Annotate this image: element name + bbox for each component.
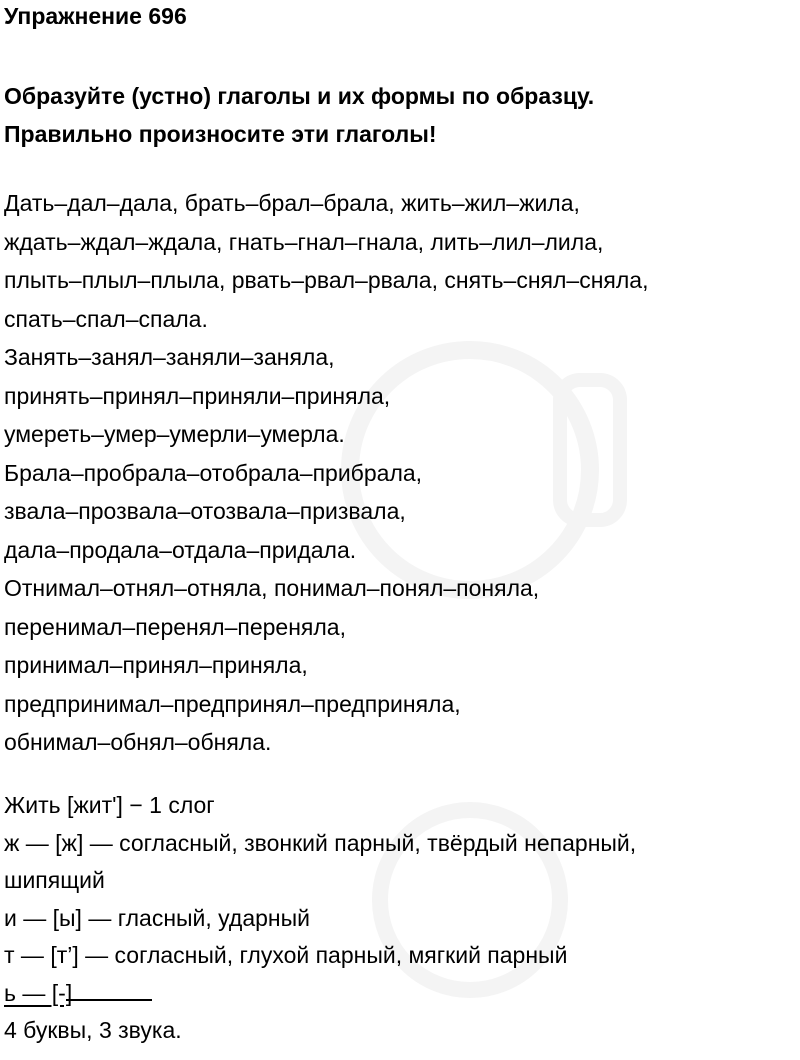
verb-forms-line: умереть–умер–умерли–умерла. (4, 421, 345, 447)
exercise-title: Упражнение 696 (4, 3, 187, 29)
verb-forms-line: обнимал–обнял–обняла. (4, 729, 272, 755)
verb-forms-line: принимал–принял–приняла, (4, 652, 308, 678)
verb-forms-line: спать–спал–спала. (4, 305, 208, 332)
analysis-line: ж — [ж] — согласный, звонкий парный, твёрдый непарный, (4, 829, 637, 856)
analysis-line: Жить [жит'] − 1 слог (4, 792, 215, 818)
soft-sign-line (4, 975, 636, 1013)
phonetic-analysis-block (4, 787, 636, 1050)
summary-line: 4 буквы, 3 звука. (4, 1017, 182, 1043)
verb-forms-line: Занять–занял–заняли–заняла, (4, 344, 335, 370)
verb-forms-line: Дать–дал–дала, брать–брал–брала, жить–жил–жила, (4, 190, 580, 216)
underline-fill (66, 977, 152, 1001)
verb-forms-line: предпринимал–предпринял–предприняла, (4, 690, 461, 717)
verb-forms-line: Брала–пробрала–отобрала–прибрала, (4, 459, 423, 486)
verb-forms-line: Отнимал–отнял–отняла, понимал–понял–поняла, (4, 575, 540, 601)
verb-forms-line: звала–прозвала–отозвала–призвала, (4, 498, 406, 524)
analysis-line: шипящий (4, 867, 105, 893)
soft-sign-text: ь — [-] (4, 979, 73, 1006)
verb-forms-line: перенимал–перенял–переняла, (4, 613, 346, 640)
analysis-line: и — [ы] — гласный, ударный (4, 904, 310, 931)
verb-forms-line: ждать–ждал–ждала, гнать–гнал–гнала, лить–лил–лила, (4, 228, 604, 255)
verb-forms-line: плыть–плыл–плыла, рвать–рвал–рвала, снять–снял–сняла, (4, 267, 649, 293)
instruction-line: Правильно произносите эти глаголы! (4, 121, 437, 147)
verb-forms-line: принять–принял–приняли–приняла, (4, 382, 391, 409)
analysis-line: т — [т’] — согласный, глухой парный, мягкий парный (4, 942, 568, 968)
instruction-line: Образуйте (устно) глаголы и их формы по образцу. (4, 83, 595, 109)
exercise-instruction (4, 77, 594, 153)
verb-forms-block (4, 184, 648, 762)
verb-forms-line: дала–продала–отдала–придала. (4, 536, 357, 563)
